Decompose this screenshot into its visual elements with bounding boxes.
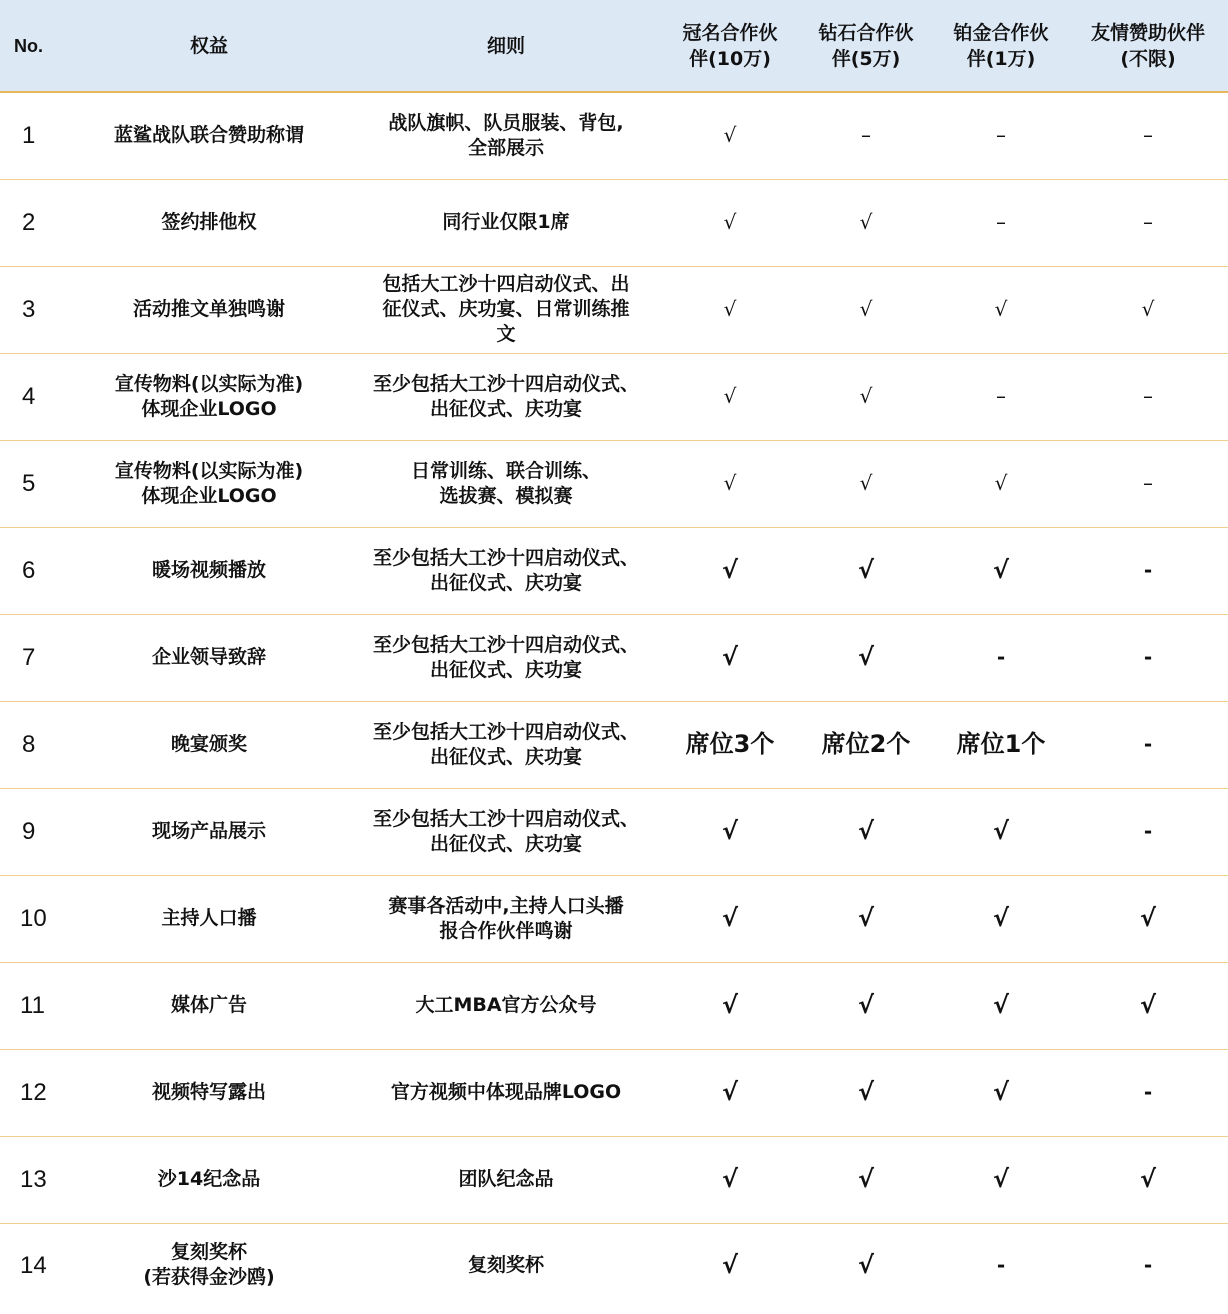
friend-partner-cell: - [1143,1252,1153,1277]
row-number: 11 [20,992,45,1019]
diamond-partner-cell: – [861,123,871,148]
friend-partner-cell: – [1143,210,1153,234]
platinum-partner-cell: √ [992,1078,1009,1106]
row-number: 4 [22,383,36,410]
friend-partner-cell: – [1143,123,1153,148]
row-number: 2 [22,209,36,236]
diamond-partner-cell: √ [857,904,874,932]
title-partner-cell: √ [721,817,738,845]
title-partner-cell: √ [723,297,737,321]
row-number: 1 [22,122,36,150]
table-row [0,1049,1228,1136]
row-number: 13 [20,1166,47,1193]
table-row [0,266,1228,353]
benefit-cell: 签约排他权 [161,211,257,233]
table-row [0,614,1228,701]
platinum-partner-cell: 席位1个 [956,730,1046,758]
table-row [0,92,1228,179]
row-number: 9 [22,818,36,845]
friend-partner-cell: - [1143,1080,1153,1104]
title-partner-cell: √ [721,1078,738,1106]
header-no: No. [0,0,68,92]
benefit-cell: 蓝鲨战队联合赞助称谓 [113,124,304,147]
row-number: 3 [22,296,36,323]
platinum-partner-cell: √ [994,297,1008,321]
platinum-partner-cell: √ [992,1165,1009,1193]
friend-partner-cell: - [1143,732,1153,756]
table-row [0,875,1228,962]
diamond-partner-cell: √ [859,210,873,234]
header-row [0,0,1228,92]
title-partner-cell: 席位3个 [685,730,775,758]
detail-cell: 至少包括大工沙十四启动仪式、 出征仪式、庆功宴 [372,546,639,594]
benefit-cell: 暖场视频播放 [151,559,266,581]
platinum-partner-cell: – [996,210,1006,234]
benefit-cell: 主持人口播 [161,907,257,929]
friend-partner-cell: – [1143,384,1153,408]
table-row [0,962,1228,1049]
friend-partner-cell: - [1143,558,1153,582]
benefit-cell: 企业领导致辞 [151,646,266,668]
table-header [0,0,1228,92]
friend-partner-cell: – [1143,471,1153,495]
title-partner-cell: √ [721,991,738,1019]
detail-cell: 赛事各活动中,主持人口头播 报合作伙伴鸣谢 [388,894,624,942]
benefit-cell: 媒体广告 [170,994,247,1016]
benefit-cell: 沙14纪念品 [157,1168,261,1190]
friend-partner-cell: - [1143,645,1153,669]
diamond-partner-cell: 席位2个 [821,730,911,758]
title-partner-cell: √ [721,643,738,671]
friend-partner-cell: √ [1139,1165,1156,1193]
table-row [0,440,1228,527]
friend-partner-cell: √ [1139,991,1156,1019]
platinum-partner-cell: √ [992,991,1009,1019]
title-partner-cell: √ [723,123,737,148]
row-number: 5 [22,470,36,497]
benefit-cell: 宣传物料(以实际为准) 体现企业LOGO [114,372,304,420]
header-platinum-partner: 铂金合作伙 伴(1万) [934,0,1068,92]
table-row [0,179,1228,266]
benefit-cell: 复刻奖杯 (若获得金沙鸥) [143,1241,275,1289]
diamond-partner-cell: √ [859,384,873,408]
benefit-cell: 宣传物料(以实际为准) 体现企业LOGO [114,459,304,507]
platinum-partner-cell: √ [992,817,1009,845]
table-body [0,92,1228,1307]
row-number: 7 [22,644,36,671]
title-partner-cell: √ [721,1250,738,1279]
diamond-partner-cell: √ [857,1250,874,1279]
platinum-partner-cell: √ [994,471,1008,495]
benefit-cell: 活动推文单独鸣谢 [132,298,285,320]
detail-cell: 大工MBA官方公众号 [415,994,597,1016]
platinum-partner-cell: √ [992,556,1009,584]
detail-cell: 至少包括大工沙十四启动仪式、 出征仪式、庆功宴 [372,633,639,681]
header-diamond-partner: 钻石合作伙 伴(5万) [798,0,934,92]
platinum-partner-cell: - [996,645,1006,669]
table-row [0,1136,1228,1223]
header-friend-partner: 友情赞助伙伴 (不限) [1068,0,1228,92]
table-row [0,353,1228,440]
detail-cell: 同行业仅限1席 [442,211,570,233]
detail-cell: 复刻奖杯 [467,1253,544,1276]
row-number: 6 [22,557,36,584]
diamond-partner-cell: √ [857,1078,874,1106]
diamond-partner-cell: √ [857,1165,874,1193]
detail-cell: 至少包括大工沙十四启动仪式、 出征仪式、庆功宴 [372,807,639,855]
detail-cell: 战队旗帜、队员服装、背包, 全部展示 [388,111,624,159]
diamond-partner-cell: √ [857,991,874,1019]
detail-cell: 日常训练、联合训练、 选拔赛、模拟赛 [410,459,601,507]
platinum-partner-cell: - [996,1252,1006,1277]
platinum-partner-cell: √ [992,904,1009,932]
diamond-partner-cell: √ [857,817,874,845]
detail-cell: 至少包括大工沙十四启动仪式、 出征仪式、庆功宴 [372,372,639,420]
header-detail: 细则 [350,0,662,92]
row-number: 14 [20,1251,47,1279]
detail-cell: 包括大工沙十四启动仪式、出 征仪式、庆功宴、日常训练推 文 [382,273,630,345]
title-partner-cell: √ [721,556,738,584]
platinum-partner-cell: – [996,123,1006,148]
table-row [0,701,1228,788]
table-row [0,788,1228,875]
friend-partner-cell: - [1143,819,1153,843]
benefit-cell: 现场产品展示 [151,820,266,842]
friend-partner-cell: √ [1141,297,1155,321]
diamond-partner-cell: √ [857,643,874,671]
table-row [0,527,1228,614]
row-number: 10 [20,905,47,932]
title-partner-cell: √ [721,904,738,932]
platinum-partner-cell: – [996,384,1006,408]
table-row [0,1223,1228,1307]
detail-cell: 团队纪念品 [458,1168,554,1190]
row-number: 12 [20,1079,47,1106]
header-benefit: 权益 [68,0,350,92]
diamond-partner-cell: √ [859,297,873,321]
detail-cell: 至少包括大工沙十四启动仪式、 出征仪式、庆功宴 [372,720,639,768]
benefit-cell: 视频特写露出 [151,1081,266,1103]
detail-cell: 官方视频中体现品牌LOGO [390,1081,622,1103]
friend-partner-cell: √ [1139,904,1156,932]
header-title-partner: 冠名合作伙 伴(10万) [662,0,798,92]
title-partner-cell: √ [723,384,737,408]
diamond-partner-cell: √ [857,556,874,584]
diamond-partner-cell: √ [859,471,873,495]
title-partner-cell: √ [723,210,737,234]
row-number: 8 [22,731,36,758]
benefit-cell: 晚宴颁奖 [170,733,247,755]
title-partner-cell: √ [723,471,737,495]
title-partner-cell: √ [721,1165,738,1193]
